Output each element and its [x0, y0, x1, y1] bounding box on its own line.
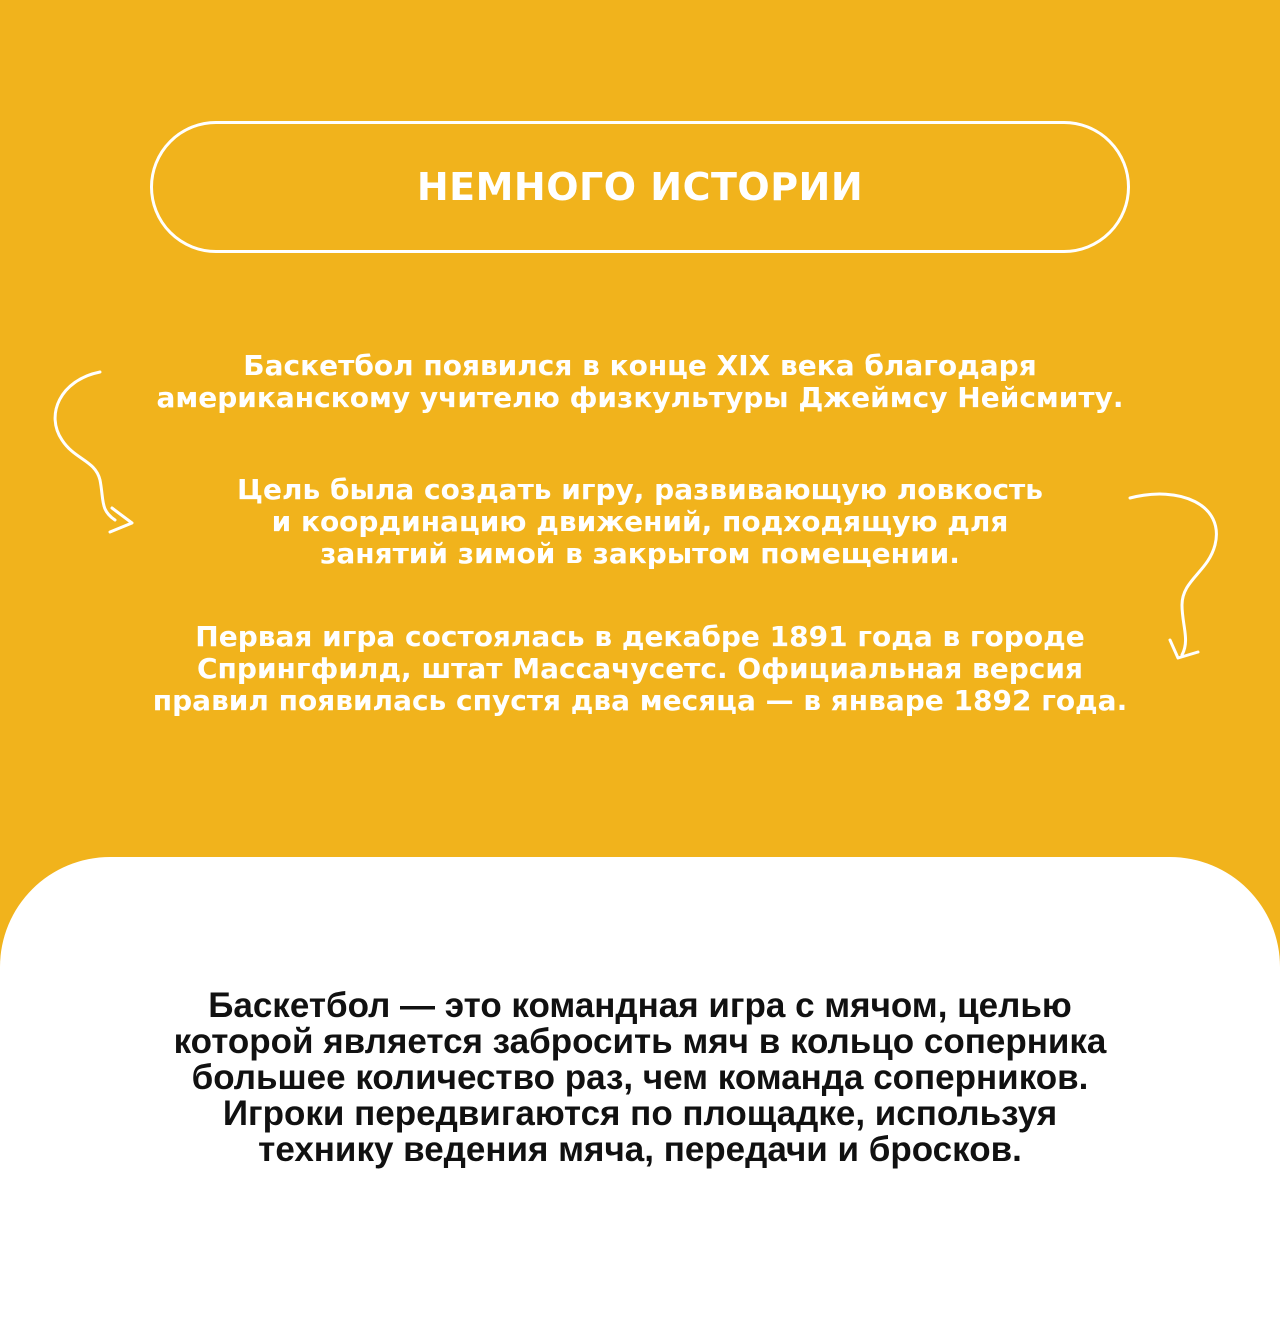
history-paragraph-1: Баскетбол появился в конце XIX века благодаря американскому учителю физкультуры Джеймсу Нейсмиту. [156, 349, 1124, 414]
curly-arrow-down-left-icon [1120, 480, 1230, 670]
history-paragraph-2: Цель была создать игру, развивающую ловкость и координацию движений, подходящую для занятий зимой в закрытом помещении. [237, 473, 1043, 570]
page-title: НЕМНОГО ИСТОРИИ [416, 165, 864, 209]
history-paragraph-3: Первая игра состоялась в декабре 1891 года в городе Спрингфилд, штат Массачусетс. Официальная версия правил появилась спустя два месяца — в январе 1892 года. [152, 620, 1128, 717]
definition-text: Баскетбол — это командная игра с мячом, целью которой является забросить мяч в кольцо соперника большее количество раз, чем команда соперников. Игроки передвигаются по площадке, используя технику ведения мяча, передачи и бросков. [173, 986, 1107, 1169]
curly-arrow-down-right-icon [40, 360, 150, 540]
title-pill [150, 121, 1130, 253]
